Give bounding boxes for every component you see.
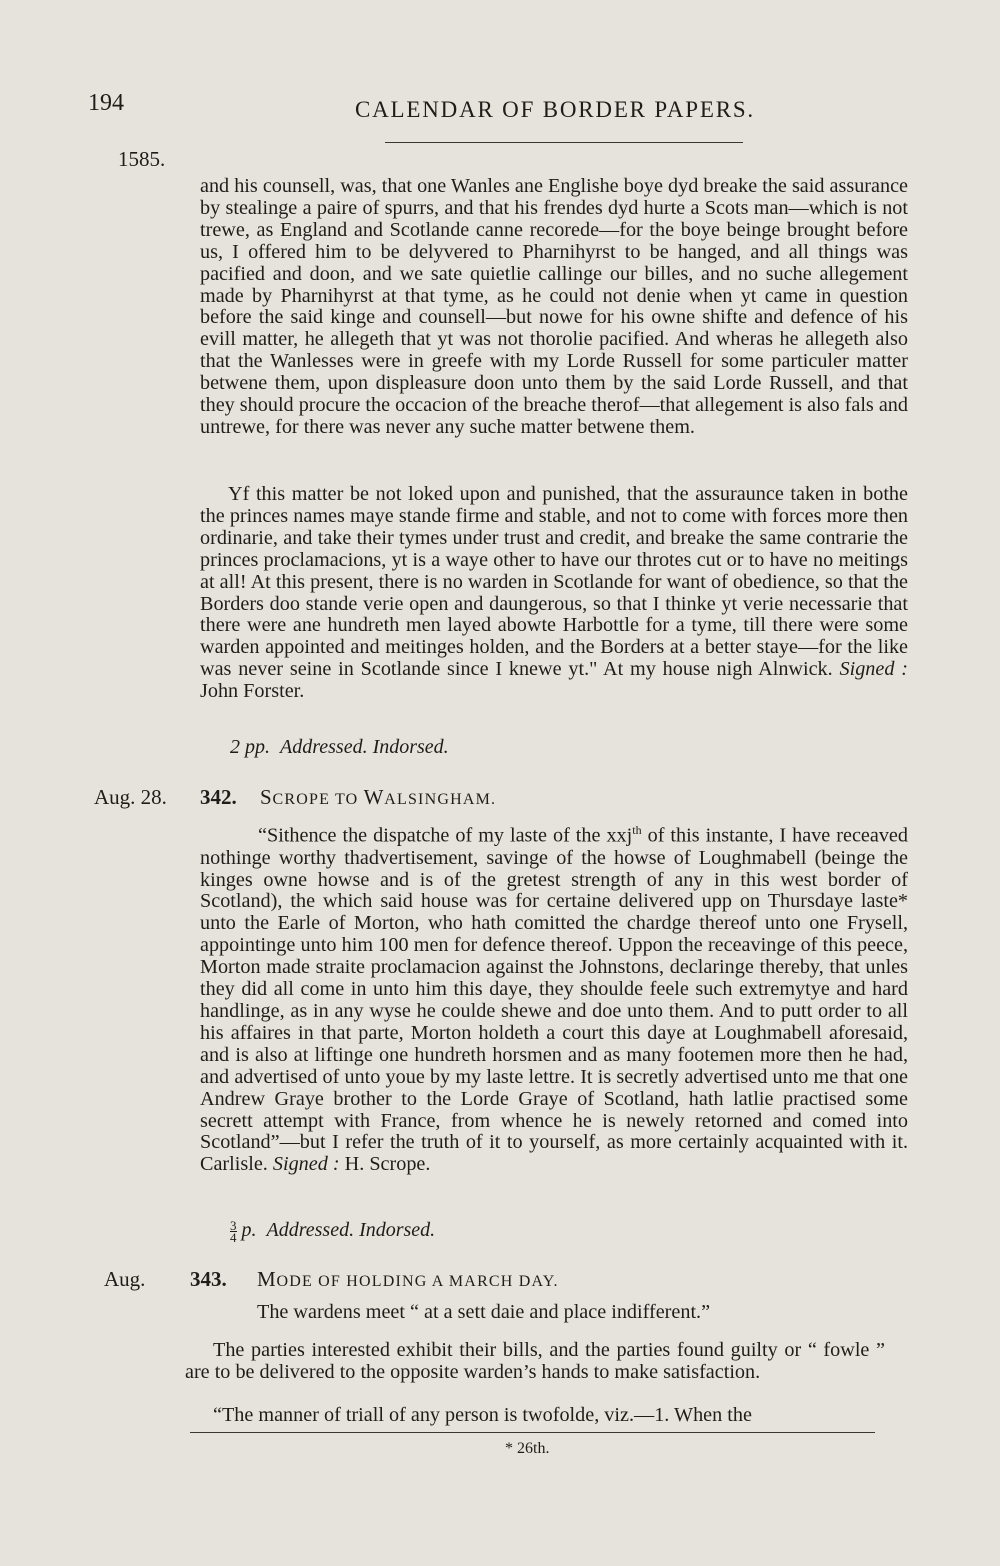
margin-year: 1585. <box>118 147 166 171</box>
footnote-rule <box>190 1432 875 1433</box>
document-number-343: 343. <box>190 1267 227 1291</box>
document-343-paragraph-1: The wardens meet “ at a sett daie and place indifferent.” <box>257 1301 711 1323</box>
page-count: p. <box>241 1219 257 1241</box>
document-title-342: SCROPE TO WALSINGHAM. <box>260 785 497 809</box>
margin-date-343: Aug. <box>104 1267 146 1291</box>
endorsement-status: Addressed. Indorsed. <box>266 1219 436 1241</box>
document-343-paragraph-3: “The manner of triall of any person is twofolde, viz.—1. When the <box>213 1404 752 1426</box>
signatory: John Forster. <box>200 680 305 703</box>
endorsement-status: Addressed. Indorsed. <box>280 736 449 758</box>
footnote: * 26th. <box>505 1440 550 1457</box>
continued-paragraph-2 <box>200 484 908 703</box>
endorsement-note-342 <box>230 1219 435 1243</box>
continued-paragraph-1: and his counsell, was, that one Wanles ane Englishe boye dyd breake the said assurance by stealinge a paire of spurrs, and that his frendes dyd hurte a Scots man—which is not trewe, as England and Scotlande canne recorede—for the boye beinge brought before us, I offered him to be delyvered to Pharnihyrst to be hanged, and all things was pacified and doon, and we sate quietlie callinge our billes, and no suche allegement made by Pharnihyrst at that tyme, as he could not denie when yt came in question before the said kinge and counsell—but nowe for his owne shifte and defence of his evill matter, he allegeth that yt was not thorolie pacified. And wheras he allegeth also that the Wanlesses were in greefe with my Lorde Russell for some particuler matter betwene them, upon displeasure doon unto them by the said Lorde Russell, and that they should procure the occacion of the breache therof—that allegement is also fals and untrewe, for there was never any suche matter betwene them. <box>200 175 908 438</box>
margin-date-342: Aug. 28. <box>94 785 167 809</box>
document-title-343: MODE OF HOLDING A MARCH DAY. <box>257 1267 559 1291</box>
document-343-paragraph-2: The parties interested exhibit their bills, and the parties found guilty or “ fowle ” are to be delivered to the opposite warden’s hands to make satisfaction. <box>185 1339 885 1383</box>
page-number: 194 <box>88 90 124 116</box>
endorsement-note <box>230 736 449 759</box>
fraction: $\frac{3}{4}$ <box>230 1217 237 1245</box>
signed-label: Signed : <box>839 658 908 681</box>
header-rule <box>385 142 743 143</box>
page-count: 2 pp. <box>230 736 270 758</box>
signed-label: Signed : <box>272 1153 340 1176</box>
document-body-342: “Sithence the dispatche of my laste of the xxj$^{th}$ of this instante, I have receaved nothinge worthy thadvertisement, savinge of the howse of Loughmabell (beinge the kinges owne howse and is of the gretest strength of any in this west border of Scotland), the which said house was for certaine delivered upp on Thursdaye laste* unto the Earle of Morton, who hath comitted the chardge thereof unto one Frysell, appointinge unto him 100 men for defence thereof. Uppon the receavinge of this peece, Morton made straite proclamacion against the Johnstons, declaringe thereby, that unles they did all come in unto him this daye, they shoulde feele such extremytye and hard handlinge, as in any wyse he coulde shewe and doe unto them. And to putt order to all his affaires in that parte, Morton holdeth a court this daye at Loughmabell aforesaid, and is also at liftinge one hundreth horsmen and as many footemen more then he had, and advertised of unto youe by my laste lettre. It is secretly advertised unto me that one Andrew Graye brother to the Lorde Graye of Scotland, hath latlie practised some secrett attempt with France, from whence he is newely retorned and comed into Scotland”—but I refer the truth of it to yourself, as more certainly acquainted with it. Carlisle. Signed : H. Scrope. <box>200 823 908 1176</box>
signatory: H. Scrope. <box>344 1153 431 1176</box>
continued-paragraph-2-text: Yf this matter be not loked upon and punished, that the assuraunce taken in bothe the princes names maye stande firme and stable, and not to come with forces more then ordinarie, and take their tymes under trust and credit, and breake the same contrarie the princes proclamacions, yt is a waye other to have our throtes cut or to have no meitings at all! At this present, there is no warden in Scotlande for want of obedience, so that the Borders doo stande verie open and daungerous, so that I thinke yt verie necessarie that there were ane hundreth men layed abowte Harbottle for a tyme, till there were some warden appointed and meitinges holden, and the Borders at a better staye—for the like was never seine in Scotlande since I knewe yt." At my house nigh Alnwick. <box>200 483 908 681</box>
document-number-342: 342. <box>200 785 237 809</box>
running-head: CALENDAR OF BORDER PAPERS. <box>355 97 755 122</box>
